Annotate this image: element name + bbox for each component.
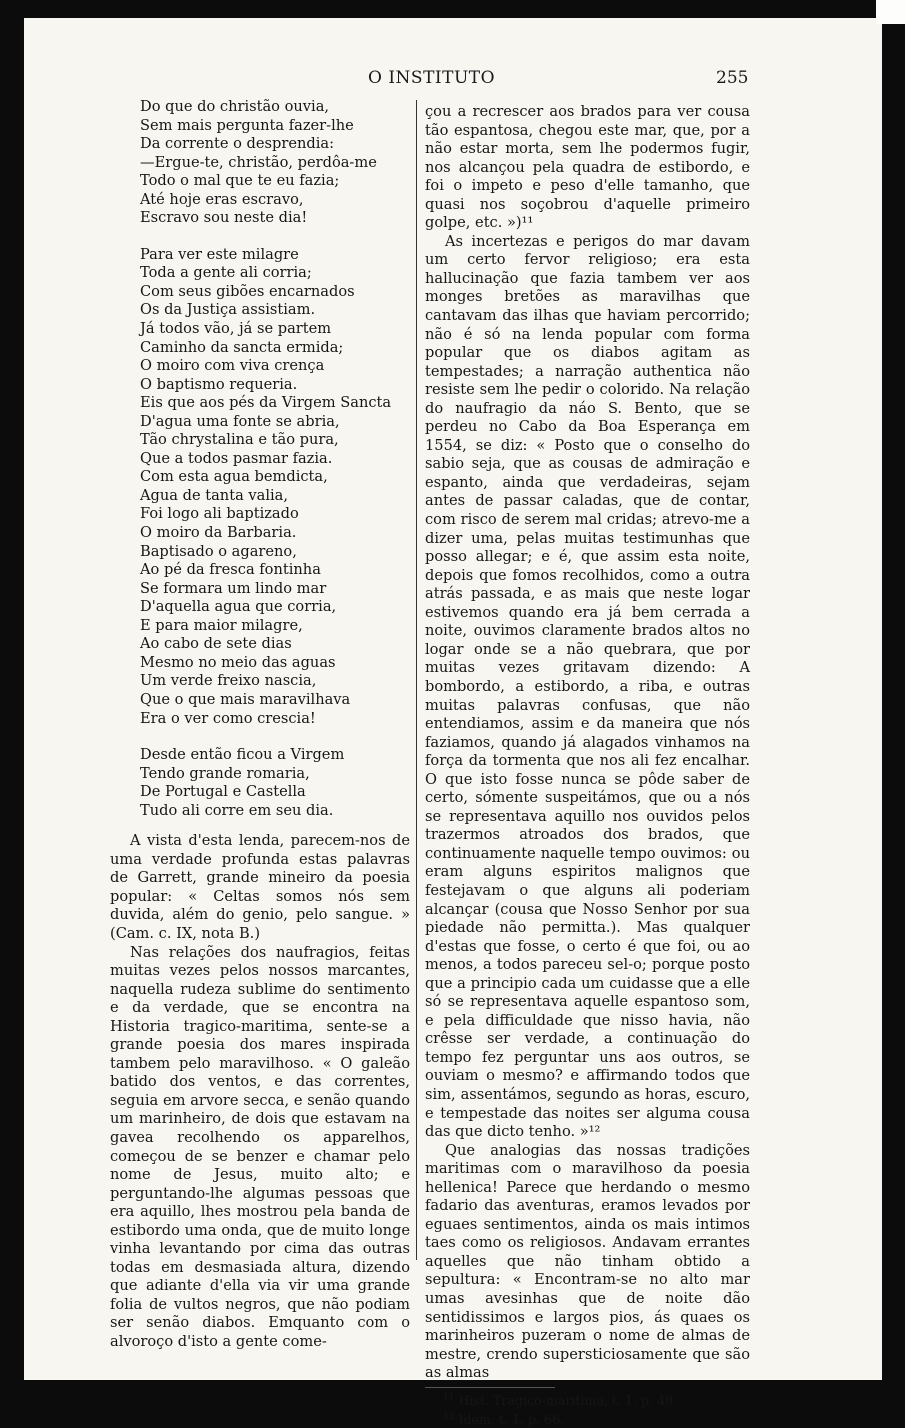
column-divider [416,100,417,1260]
verse-line: Um verde freixo nascia, [140,672,317,690]
verse-line: Toda a gente ali corria; [140,264,312,282]
poem-stanza-1 [140,98,410,228]
verse-line: Agua de tanta valia, [140,486,289,504]
verse-line: Se formara um lindo mar [140,579,327,597]
verse-line: Eis que aos pés da Virgem Sancta [140,394,392,412]
verse-line: E para maior milagre, [140,616,303,634]
verse-line: Com esta agua bemdicta, [140,468,328,486]
verse-line: Todo o mal que te eu fazia; [140,172,340,190]
verse-line: D'agua uma fonte se abria, [140,412,340,430]
verse-line: De Portugal e Castella [140,783,306,801]
verse-line: Já todos vão, já se partem [140,320,332,338]
verse-line: Com seus gibões encarnados [140,282,355,300]
page-corner [876,0,905,24]
verse-line: Que o que mais maravilhava [140,690,351,708]
running-title: O INSTITUTO [368,68,496,88]
verse-line: O baptismo requeria. [140,375,298,393]
footnote-text: Hist. Tragico-maritima, t. 1, p. 49. [458,1392,678,1408]
verse-line: O moiro da Barbaria. [140,524,297,542]
verse-line: Tendo grande romaria, [140,764,310,782]
verse-line: Desde então ficou a Virgem [140,746,345,764]
verse-line: Sem mais pergunta fazer-lhe [140,116,354,134]
verse-line: Que a todos pasmar fazia. [140,449,333,467]
verse-line: Tudo ali corre em seu dia. [140,801,334,819]
verse-line: Caminho da sancta ermida; [140,338,344,356]
left-prose [110,832,410,1351]
verse-line: Ao cabo de sete dias [140,635,292,653]
paragraph-analogias: Que analogias das nossas tradições maritimas com o maravilhoso da poesia hellenica! Parece que herdando o mesmo fadario das aventuras, eramos levados por eguaes sentimentos, ainda os mais intimos taes como os religiosos. Andavam errantes aquelles que não tinham obtido a sepultura: « Encontram-se no alto mar umas avesinhas que de noite dão sentidissimos e largos pios, ás quaes os marinheiros puzeram o nome de almas de mestre, crendo supersticiosamente que são as almas [425,1141,750,1382]
poem-stanza-3 [140,746,410,820]
verse-line: D'aquella agua que corria, [140,598,337,616]
footnote-number: 11 [443,1392,455,1403]
verse-line: Do que do christão ouvia, [140,98,330,115]
paragraph-lenda: A vista d'esta lenda, parecem-nos de uma verdade profunda estas palavras de Garrett, grande mineiro da poesia popular: « Celtas somos nós sem duvida, além do genio, pelo sangue. » (Cam. c. IX, nota B.) [110,832,410,942]
verse-line: Mesmo no meio das aguas [140,653,336,671]
paragraph-naufragios: Nas relações dos naufragios, feitas muitas vezes pelos nossos marcantes, naquella rudeza sublime do sentimento e da verdade, que se encontra na Historia tragico-maritima, sente-se a grande poesia dos mares inspirada tambem pelo maravilhoso. « O galeão batido dos ventos, e das correntes, seguia em arvore secca, e senão quando um marinheiro, de dois que estavam na gavea recolhendo os apparelhos, começou de se benzer e chamar pelo nome de Jesus, muito alto; e perguntando-lhe algumas pessoas que era aquillo, lhes mostrou pela banda de estibordo uma onda, que de muito longe vinha levantando por cima das outras todas em desmasiada altura, dizendo que adiante d'ella via vir uma grande folia de vultos negros, que não podiam ser senão diabos. Emquanto com o alvoroço d'isto a gente come- [110,943,410,1350]
verse-line: Foi logo ali baptizado [140,505,299,523]
left-column [110,98,410,1352]
poem-stanza-2 [140,246,410,728]
footnote-number: 12 [443,1411,455,1422]
footnote-text: Idem, t. 1. p. 66. [458,1412,565,1428]
right-column [425,103,750,1428]
verse-line: Da corrente o desprendia: [140,135,335,153]
verse-line: Era o ver como crescia! [140,709,316,727]
paragraph-incertezas: As incertezas e perigos do mar davam um certo fervor religioso; era esta hallucinação que fazia tambem ver aos monges bretões as maravilhas que cantavam das ilhas que haviam percorrido; não é só na lenda popular com forma popular que os diabos agitam as tempestades; a narração authentica não resiste sem lhe pedir o colorido. Na relação do naufragio da náo S. Bento, que se perdeu no Cabo da Boa Esperança em 1554, se diz: « Posto que o conselho do sabio seja, que as cousas de admiração e espanto, ainda que verdadeiras, sejam antes de passar caladas, que de contar, com risco de serem mal cridas; atrevo-me a dizer uma, pelas muitas testimunhas que posso allegar; e é, que assim esta noite, depois que fomos recolhidos, como a outra atrás passada, e as mais que neste logar estivemos quando era já bem cerrada a noite, ouvimos claramente brados altos no logar onde se a não quebrara, que por muitas vezes gritavam dizendo: A bombordo, a estibordo, a riba, e outras muitas palavras confusas, que não entendiamos, assim e da maneira que nós faziamos, quando já alagados vinhamos na força da tormenta que nos ali fez encalhar. O que isto fosse nunca se pôde saber de certo, sómente suspeitámos, que ou a nós se representava aquillo nos ouvidos pelos trazermos atroados dos brados, que continuamente naquelle tempo ouvimos: ou eram alguns espiritos malignos que festejavam o que alguns ali poderiam alcançar (cousa que Nosso Senhor por sua piedade não permitta.). Mas qualquer d'estas que fosse, o certo é que foi, ou ao menos, a todos pareceu sel-o; porque posto que a principio cada um cuidasse que a elle só se representava aquelle espantoso som, e pela difficuldade que nisso havia, não crêsse ser verdade, a continuação do tempo fez perguntar uns aos outros, se ouviam o mesmo? e affirmando todos que sim, assentámos, segundo as horas, escuro, e tempestade das noites ser alguma cousa das que dicto tenho. »¹² [425,232,750,1141]
verse-line: —Ergue-te, christão, perdôa-me [140,153,377,171]
verse-line: O moiro com viva crença [140,357,325,375]
verse-line: Até hoje eras escravo, [140,190,304,208]
footnote-12 [443,1409,750,1428]
verse-line: Ao pé da fresca fontinha [140,561,321,579]
paragraph-continuation: çou a recrescer aos brados para ver cousa tão espantosa, chegou este mar, que, por a não estar morta, sem lhe podermos fugir, nos alcançou pela quadra de estibordo, e foi o impeto e peso d'elle tamanho, que quasi nos soçobrou d'aquelle primeiro golpe, etc. »)¹¹ [425,103,750,232]
verse-line: Baptisado o agareno, [140,542,297,560]
verse-line: Para ver este milagre [140,245,299,263]
footnote-rule [425,1387,555,1388]
footnote-11 [443,1390,750,1409]
verse-line: Tão chrystalina e tão pura, [140,431,339,449]
verse-line: Escravo sou neste dia! [140,209,308,227]
page-number: 255 [716,68,749,88]
verse-line: Os da Justiça assistiam. [140,301,316,319]
